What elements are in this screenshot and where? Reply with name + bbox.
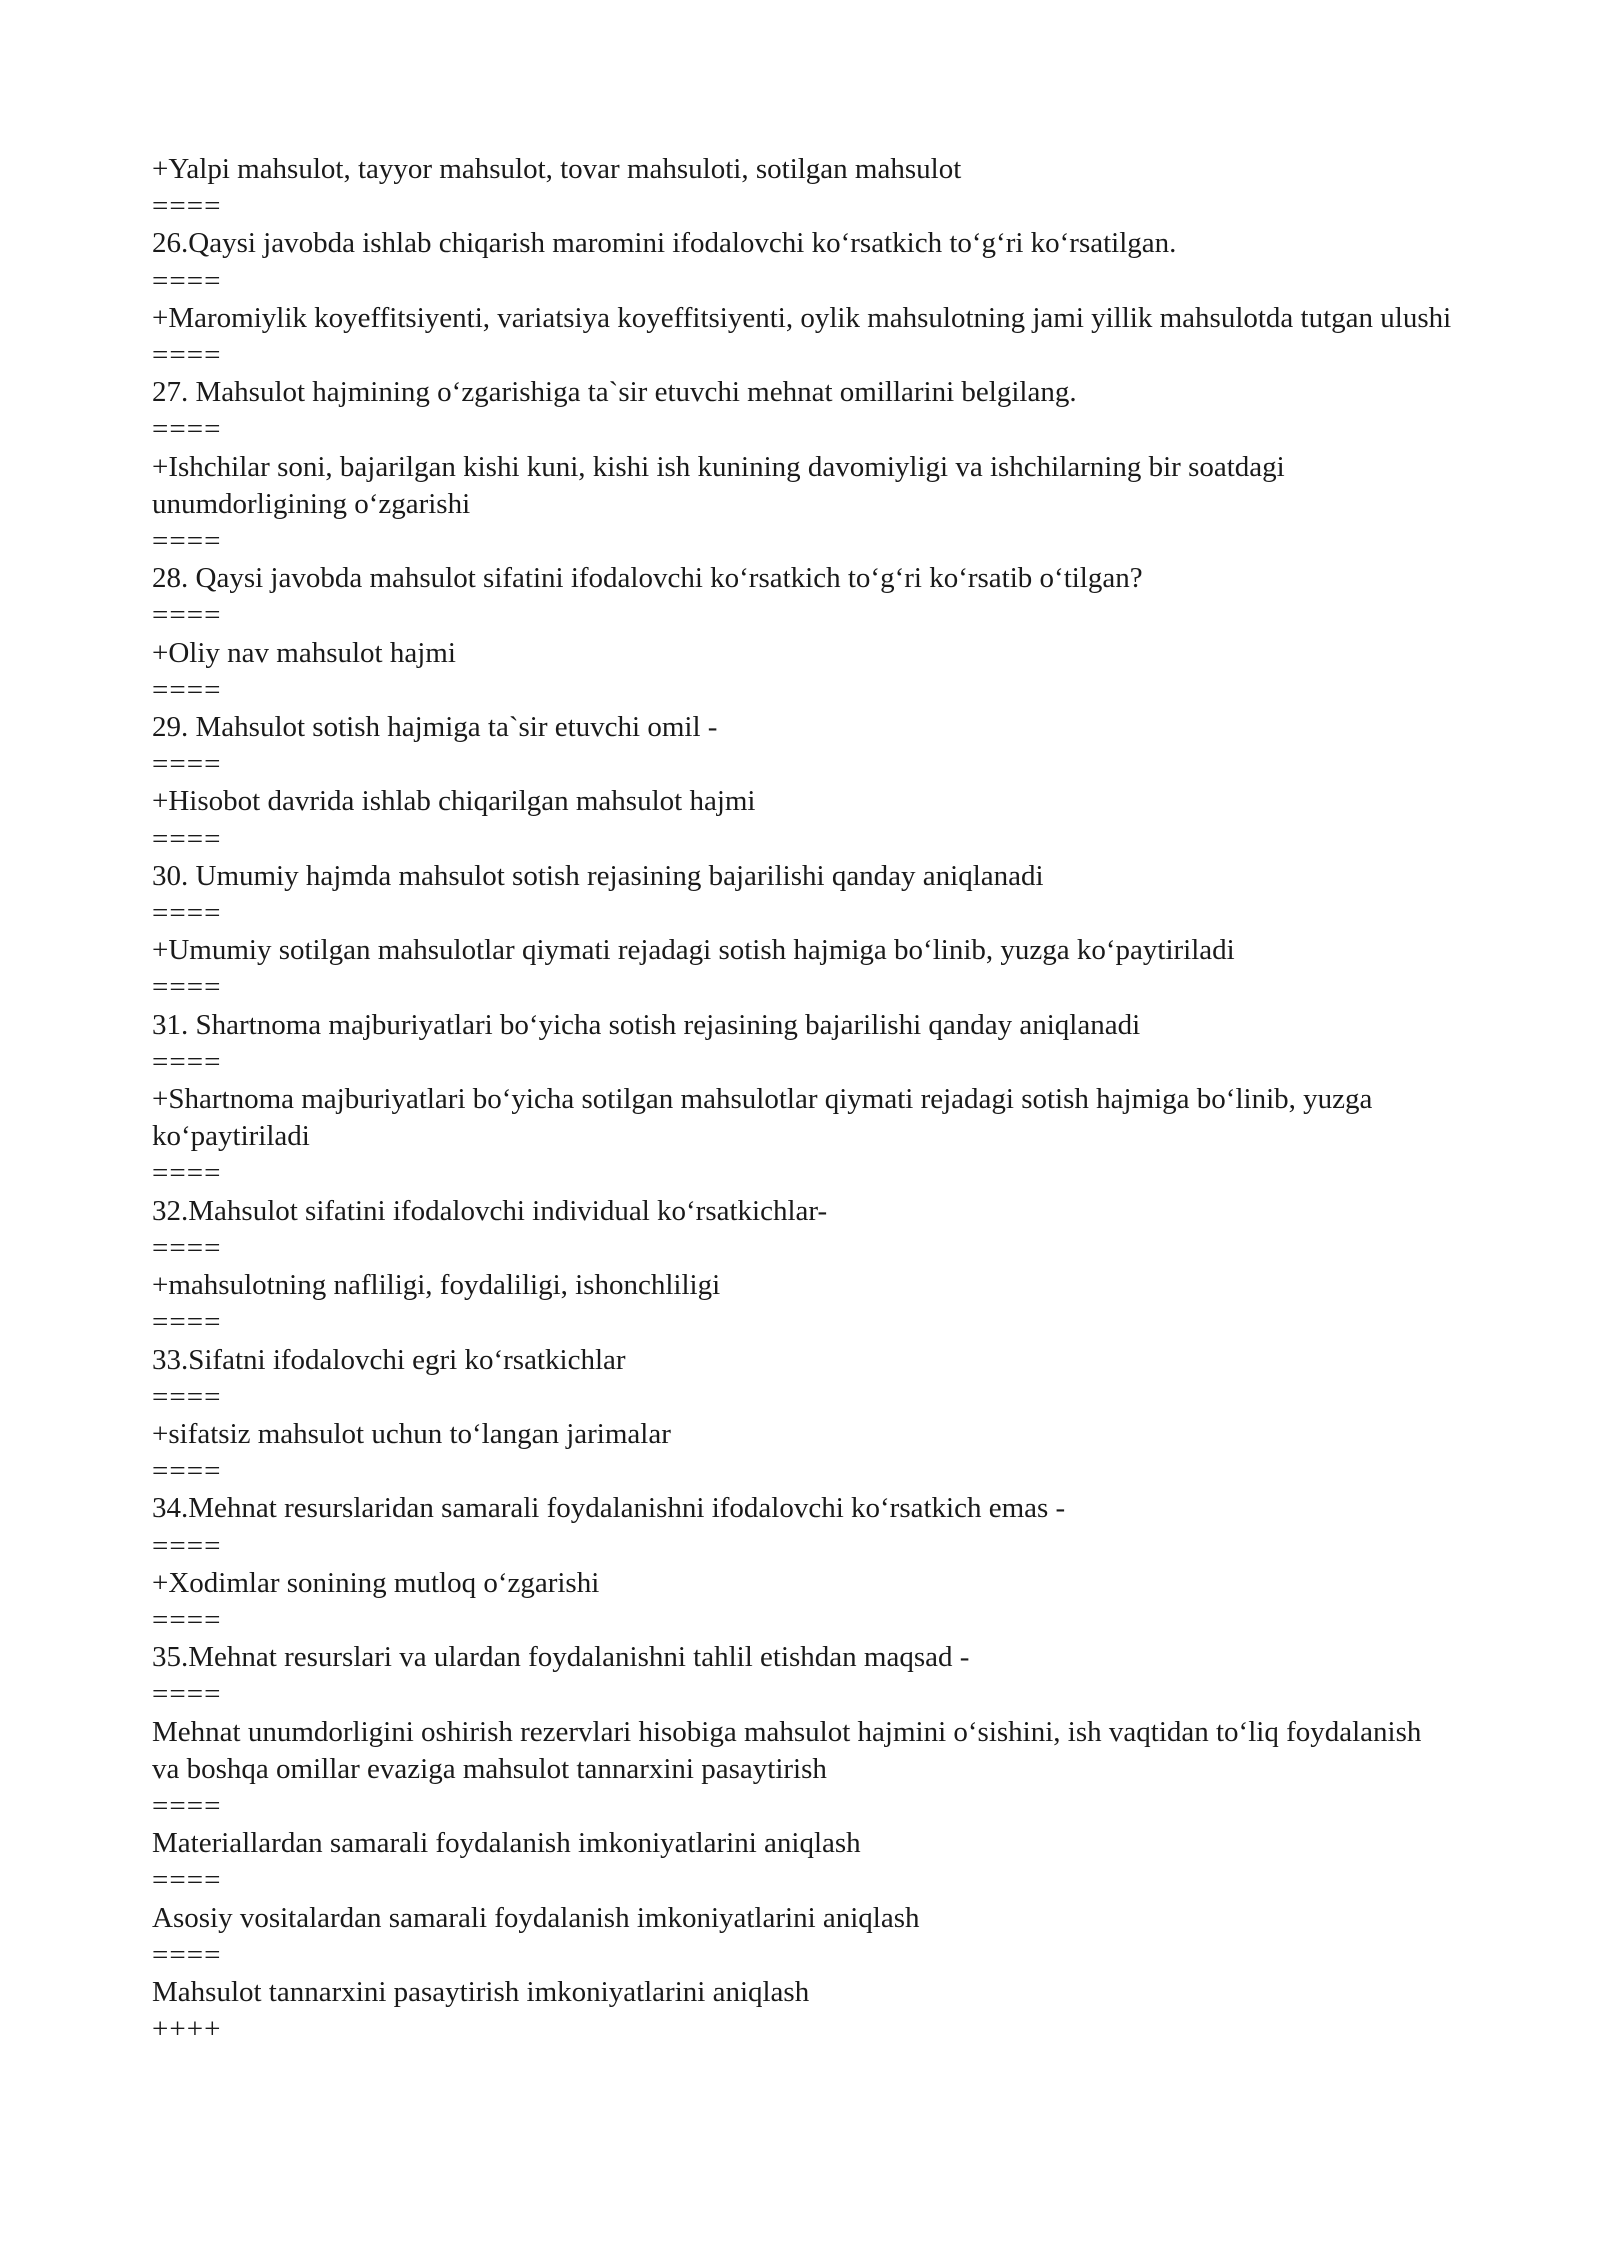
question-30: 30. Umumiy hajmda mahsulot sotish rejasining bajarilishi qanday aniqlanadi: [152, 859, 1044, 892]
answer-line: +Maromiylik koyeffitsiyenti, variatsiya koyeffitsiyenti, oylik mahsulotning jami yillik mahsulotda tutgan ulushi: [152, 301, 1452, 334]
separator: ====: [152, 1045, 222, 1078]
separator: ====: [152, 971, 222, 1004]
question-29: 29. Mahsulot sotish hajmiga ta`sir etuvchi omil -: [152, 711, 718, 744]
separator: ====: [152, 1529, 222, 1562]
separator: ====: [152, 413, 222, 446]
question-26: 26.Qaysi javobda ishlab chiqarish maromini ifodalovchi koʻrsatkich toʻgʻri koʻrsatilgan.: [152, 227, 1177, 260]
document-page: [152, 151, 1452, 2048]
separator: ====: [152, 599, 222, 632]
answer-line: +mahsulotning nafliligi, foydaliligi, ishonchliligi: [152, 1269, 721, 1302]
separator: ====: [152, 525, 222, 558]
answer-line: Asosiy vositalardan samarali foydalanish imkoniyatlarini aniqlash: [152, 1901, 920, 1934]
answer-line: +Oliy nav mahsulot hajmi: [152, 636, 456, 669]
answer-line: +Umumiy sotilgan mahsulotlar qiymati rejadagi sotish hajmiga boʻlinib, yuzga koʻpaytiriladi: [152, 934, 1235, 967]
separator: ====: [152, 339, 222, 372]
separator: ====: [152, 673, 222, 706]
answer-line: Mehnat unumdorligini oshirish rezervlari hisobiga mahsulot hajmini oʻsishini, ish vaqtidan toʻliq foydalanish va boshqa omillar evaziga mahsulot tannarxini pasaytirish: [152, 1715, 1422, 1785]
answer-line: +Hisobot davrida ishlab chiqarilgan mahsulot hajmi: [152, 785, 756, 818]
separator: ====: [152, 822, 222, 855]
separator: ====: [152, 264, 222, 297]
question-33: 33.Sifatni ifodalovchi egri koʻrsatkichlar: [152, 1343, 626, 1376]
answer-line: +sifatsiz mahsulot uchun toʻlangan jarimalar: [152, 1417, 671, 1450]
question-32: 32.Mahsulot sifatini ifodalovchi individual koʻrsatkichlar-: [152, 1194, 828, 1227]
question-28: 28. Qaysi javobda mahsulot sifatini ifodalovchi koʻrsatkich toʻgʻri koʻrsatib oʻtilgan?: [152, 562, 1143, 595]
answer-line: Materiallardan samarali foydalanish imkoniyatlarini aniqlash: [152, 1827, 861, 1860]
answer-line: +Xodimlar sonining mutloq oʻzgarishi: [152, 1566, 600, 1599]
separator: ====: [152, 897, 222, 930]
separator: ====: [152, 1603, 222, 1636]
separator: ====: [152, 1938, 222, 1971]
separator: ====: [152, 1864, 222, 1897]
question-31: 31. Shartnoma majburiyatlari boʻyicha sotish rejasining bajarilishi qanday aniqlanadi: [152, 1008, 1141, 1041]
separator: ====: [152, 1231, 222, 1264]
question-27: 27. Mahsulot hajmining oʻzgarishiga ta`sir etuvchi mehnat omillarini belgilang.: [152, 376, 1077, 409]
separator: ====: [152, 1306, 222, 1339]
question-35: 35.Mehnat resurslari va ulardan foydalanishni tahlil etishdan maqsad -: [152, 1641, 970, 1674]
answer-line: +Ishchilar soni, bajarilgan kishi kuni, kishi ish kunining davomiyligi va ishchilarning bir soatdagi unumdorligining oʻzgarishi: [152, 450, 1285, 520]
separator: ====: [152, 748, 222, 781]
separator: ====: [152, 1157, 222, 1190]
separator: ====: [152, 190, 222, 223]
answer-line: +Yalpi mahsulot, tayyor mahsulot, tovar mahsuloti, sotilgan mahsulot: [152, 153, 962, 185]
separator: ====: [152, 1678, 222, 1711]
end-marker: ++++: [152, 2013, 222, 2046]
answer-line: +Shartnoma majburiyatlari boʻyicha sotilgan mahsulotlar qiymati rejadagi sotish hajmiga boʻlinib, yuzga koʻpaytiriladi: [152, 1083, 1373, 1153]
question-34: 34.Mehnat resurslaridan samarali foydalanishni ifodalovchi koʻrsatkich emas -: [152, 1492, 1066, 1525]
separator: ====: [152, 1380, 222, 1413]
separator: ====: [152, 1455, 222, 1488]
separator: ====: [152, 1789, 222, 1822]
answer-line: Mahsulot tannarxini pasaytirish imkoniyatlarini aniqlash: [152, 1975, 810, 2008]
